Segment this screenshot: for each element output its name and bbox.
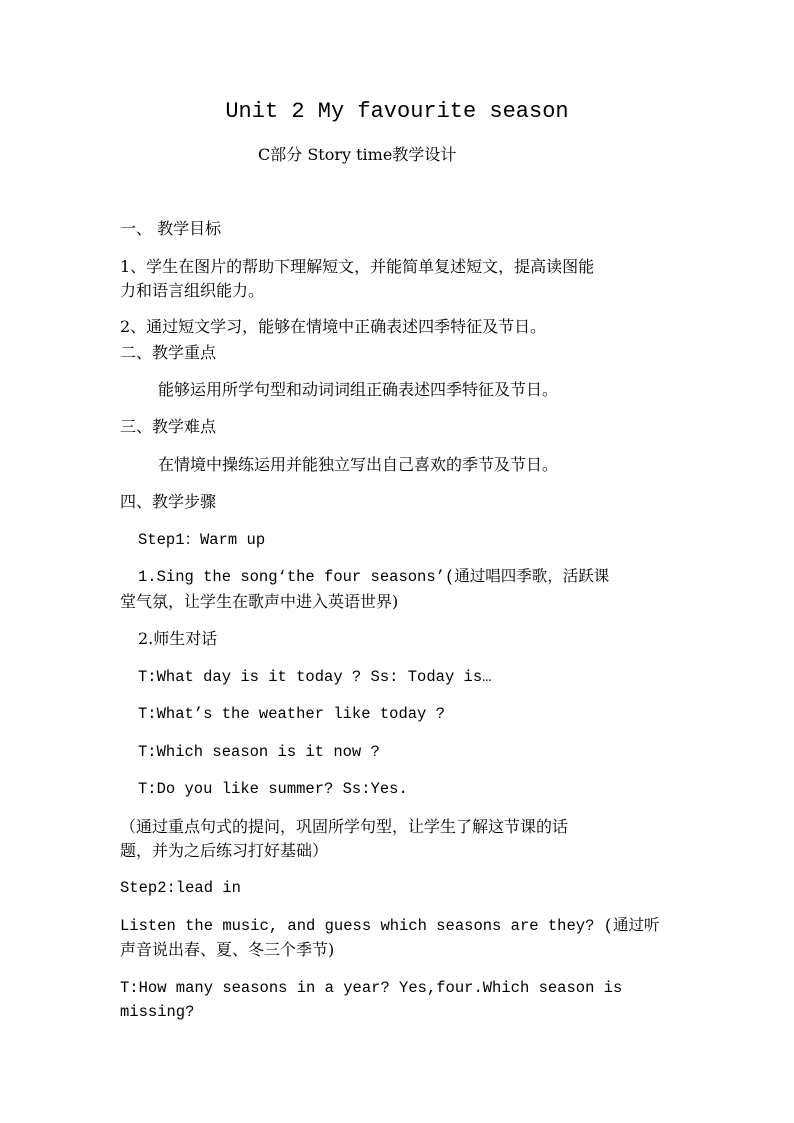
paragraph-line: missing? [120,1003,195,1021]
step-heading: Step1：Warm up [138,531,266,549]
section-heading-difficulties: 三、教学难点 [120,417,217,436]
dialogue-line: T:What day is it today ? Ss: Today is… [138,668,492,686]
dialogue-line: T:Do you like summer? Ss:Yes. [138,780,408,798]
section-heading-key-points: 二、教学重点 [120,343,217,362]
paragraph-line: 2.师生对话 [138,629,218,648]
paragraph-line: 能够运用所学句型和动词词组正确表述四季特征及节日。 [158,380,559,399]
paragraph-line: 题，并为之后练习打好基础） [120,841,329,860]
document-title: Unit 2 My favourite season [225,99,569,124]
paragraph-line: 1、学生在图片的帮助下理解短文，并能简单复述短文，提高读图能 [120,257,595,276]
paragraph-line: T:How many seasons in a year? Yes,four.Which season is [120,979,623,997]
section-heading-steps: 四、教学步骤 [120,492,217,511]
step-heading: Step2:lead in [120,879,241,897]
paragraph-line: 2、通过短文学习，能够在情境中正确表述四季特征及节日。 [120,317,547,336]
paragraph-line: 堂气氛，让学生在歌声中进入英语世界) [120,592,399,611]
paragraph-line: 在情境中操练运用并能独立写出自己喜欢的季节及节日。 [158,455,559,474]
paragraph-line: Listen the music, and guess which seasons are they? (通过听 [120,917,660,935]
paragraph-line: 声音说出春、夏、冬三个季节) [120,940,335,959]
document-subtitle: C部分 Story time教学设计 [258,145,457,164]
paragraph-line: 1.Sing the song‘the four seasons’(通过唱四季歌，活跃课 [138,568,610,586]
dialogue-line: T:Which season is it now ? [138,743,380,761]
paragraph-line: （通过重点句式的提问，巩固所学句型，让学生了解这节课的话 [120,817,569,836]
paragraph-line: 力和语言组织能力。 [120,281,265,300]
section-heading-objectives: 一、 教学目标 [120,219,222,238]
dialogue-line: T:What’s the weather like today ? [138,705,445,723]
